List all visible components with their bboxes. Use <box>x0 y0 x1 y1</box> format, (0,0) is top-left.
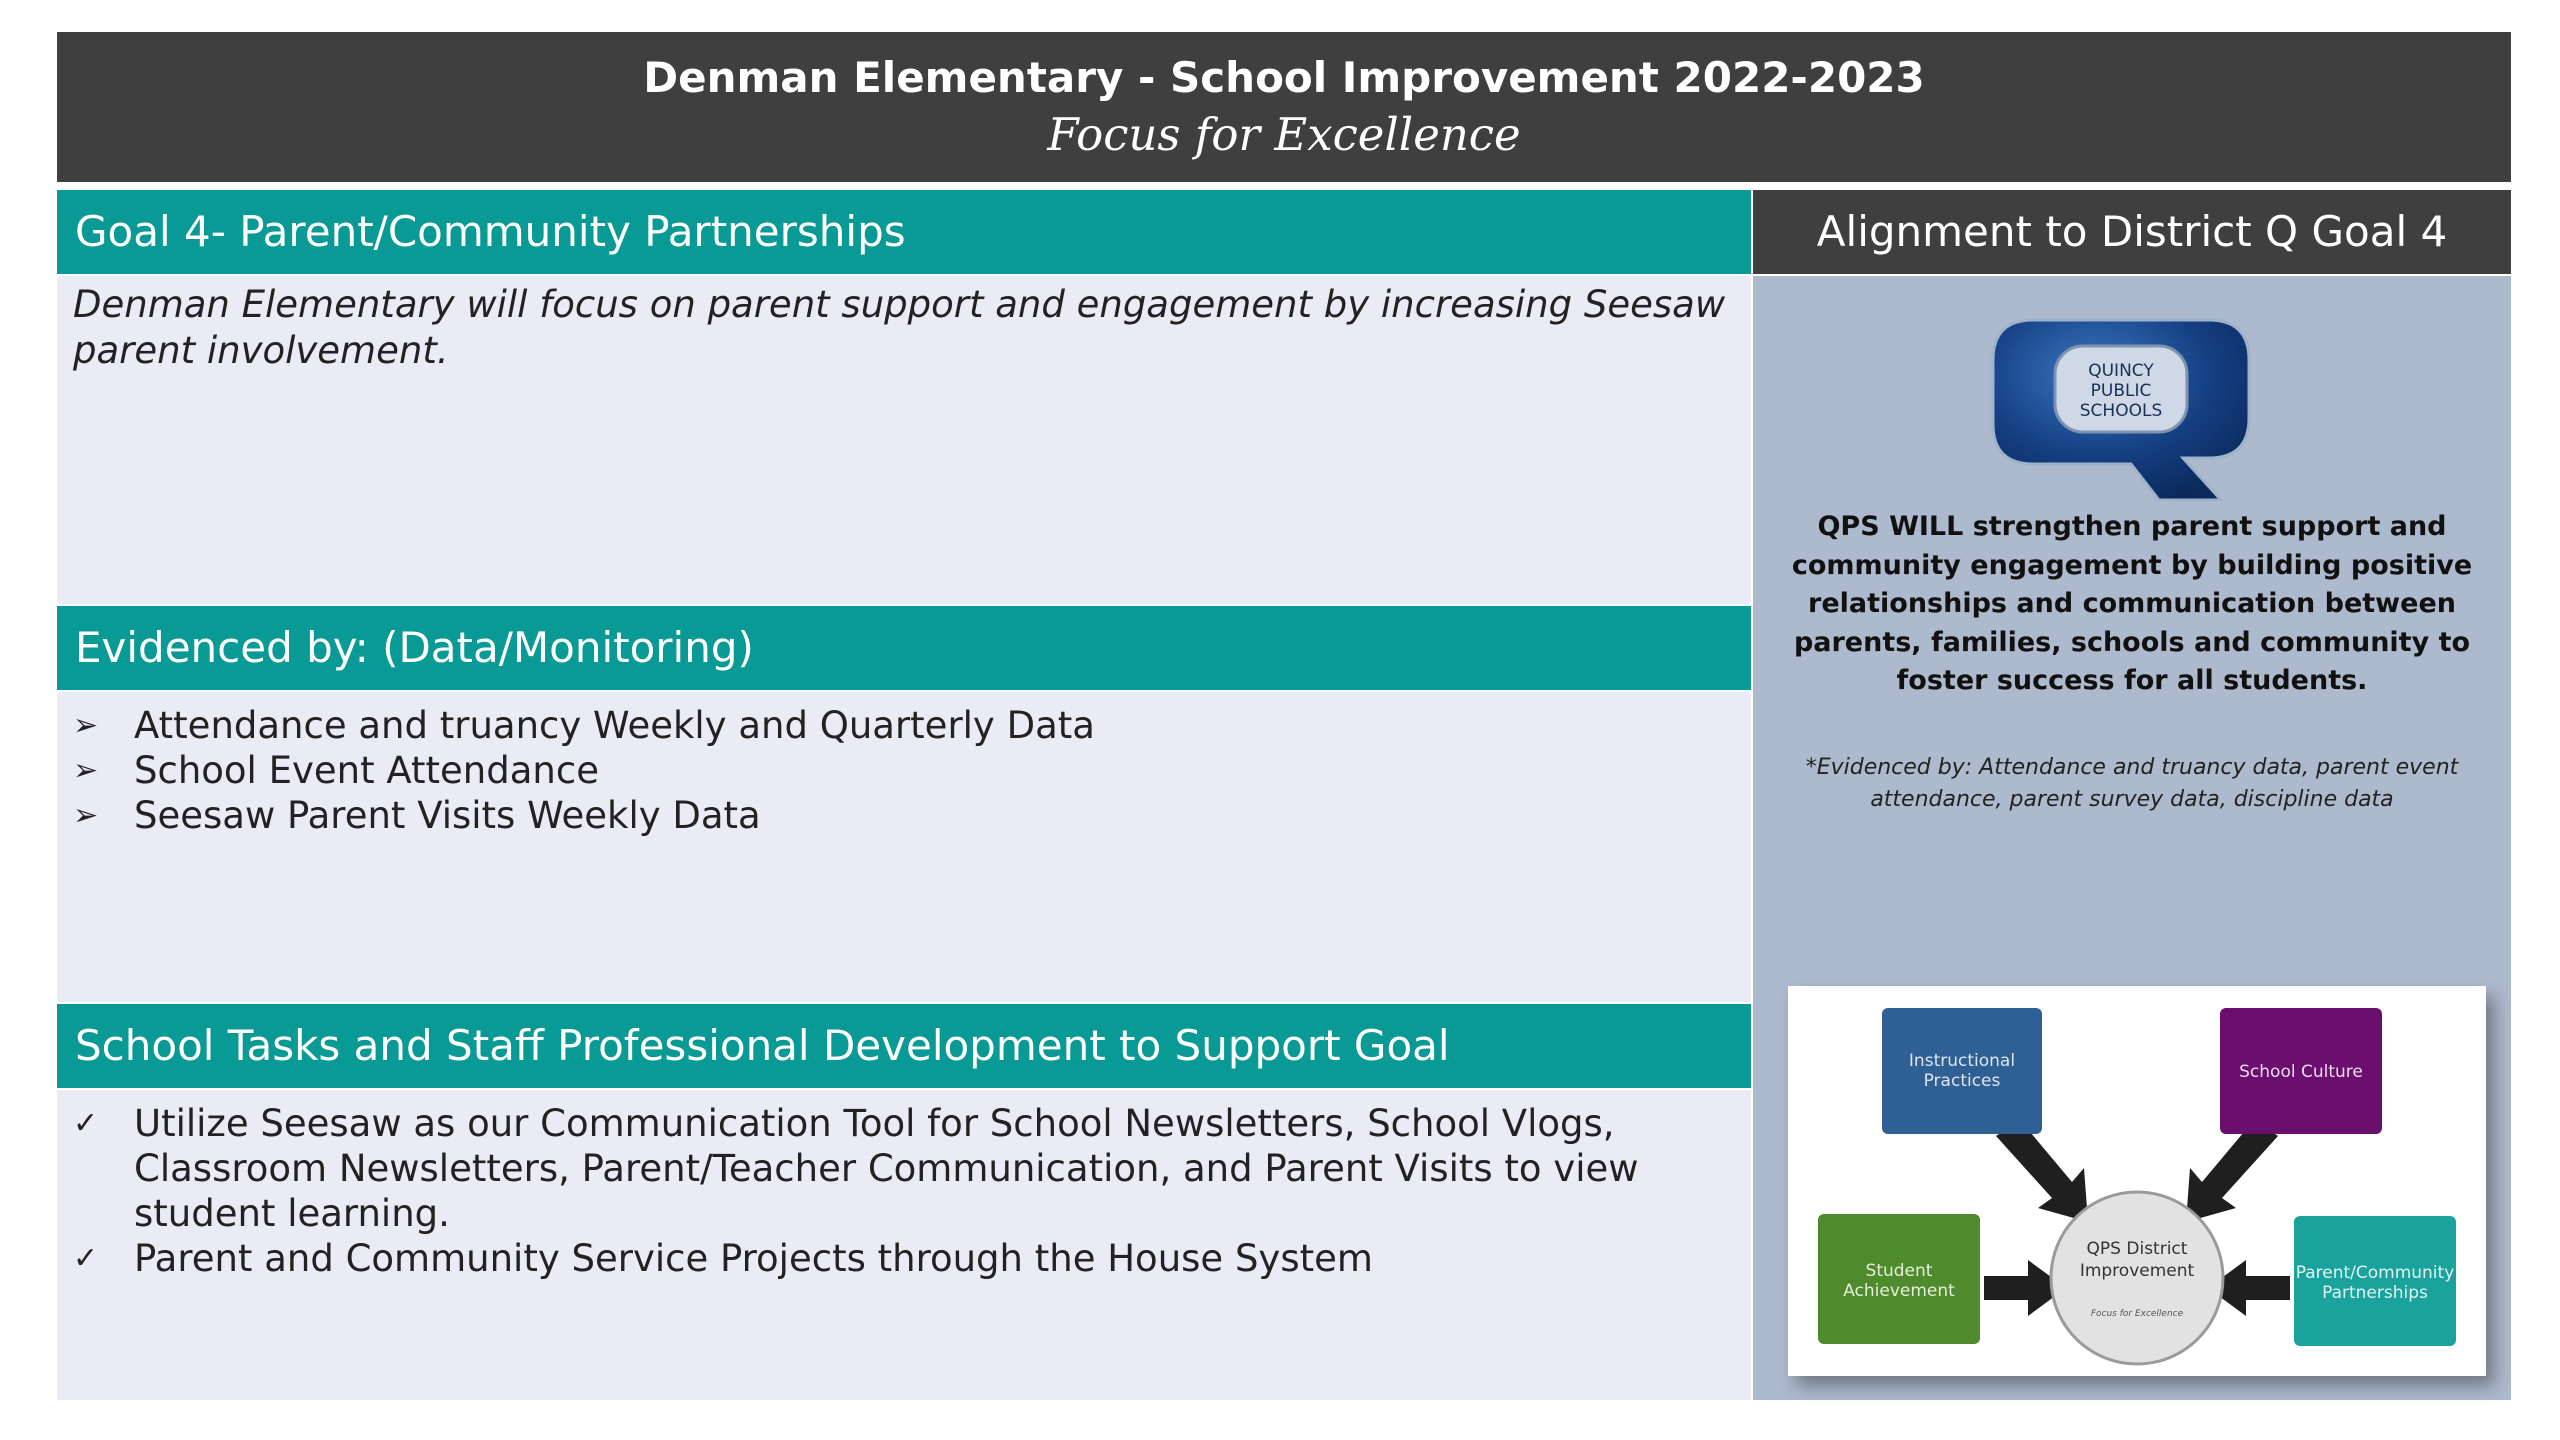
goal-description: Denman Elementary will focus on parent support and engagement by increasing Seesaw parent involvement. <box>73 283 1726 372</box>
district-improvement-diagram <box>1788 986 2486 1376</box>
page-title: Denman Elementary - School Improvement 2022-2023 <box>643 53 1925 102</box>
evidence-item: Attendance and truancy Weekly and Quarterly Data <box>134 704 1095 747</box>
arrow-bullet-icon: ➢ <box>73 798 99 833</box>
diagram-box-school-culture <box>2220 1008 2382 1134</box>
checkmark-icon: ✓ <box>73 1106 99 1141</box>
svg-text:Student: Student <box>1865 1261 1933 1281</box>
svg-text:QPS District: QPS District <box>2086 1239 2188 1259</box>
svg-text:Improvement: Improvement <box>2079 1261 2195 1281</box>
checkmark-icon: ✓ <box>73 1241 99 1276</box>
svg-text:School Culture: School Culture <box>2239 1062 2363 1082</box>
alignment-heading: Alignment to District Q Goal 4 <box>1753 190 2511 274</box>
evidence-item: Seesaw Parent Visits Weekly Data <box>134 794 761 837</box>
arrow-bullet-icon: ➢ <box>73 708 99 743</box>
task-item: Utilize Seesaw as our Communication Tool for School Newsletters, School Vlogs, Classroom Newsletters, Parent/Teacher Communication, and Parent Visits to view student learning. <box>134 1102 1639 1235</box>
evidence-item: School Event Attendance <box>134 749 599 792</box>
svg-text:Parent/Community: Parent/Community <box>2295 1263 2455 1283</box>
diagram-center-circle <box>2051 1192 2223 1364</box>
page-subtitle: Focus for Excellence <box>1047 108 1521 161</box>
diagram-box-parent-community <box>2294 1216 2456 1346</box>
tasks-list <box>73 1101 1733 1281</box>
list-item <box>73 1101 1733 1236</box>
logo-line-1: QUINCY <box>2088 361 2154 381</box>
svg-text:Focus for Excellence: Focus for Excellence <box>2090 1309 2184 1319</box>
quincy-q-logo-icon <box>1983 300 2259 506</box>
logo-line-3: SCHOOLS <box>2079 401 2163 421</box>
diagram-box-student-achievement <box>1818 1214 1980 1344</box>
svg-text:Achievement: Achievement <box>1843 1281 1955 1301</box>
task-item: Parent and Community Service Projects through the House System <box>134 1237 1373 1280</box>
logo-line-2: PUBLIC <box>2090 381 2152 401</box>
page-header <box>57 32 2511 182</box>
svg-text:Practices: Practices <box>1923 1071 2001 1091</box>
list-item <box>73 703 1733 748</box>
svg-text:Partnerships: Partnerships <box>2322 1283 2428 1303</box>
list-item <box>73 1236 1733 1281</box>
goal-heading: Goal 4- Parent/Community Partnerships <box>57 190 1751 274</box>
district-evidence-note: *Evidenced by: Attendance and truancy data, parent event attendance, parent survey data, discipline data <box>1805 755 2459 812</box>
evidence-list <box>73 703 1733 838</box>
evidence-heading: Evidenced by: (Data/Monitoring) <box>57 606 1751 690</box>
svg-text:Instructional: Instructional <box>1908 1051 2016 1071</box>
arrow-bullet-icon: ➢ <box>73 753 99 788</box>
diagram-box-instructional-practices <box>1882 1008 2042 1134</box>
list-item <box>73 793 1733 838</box>
list-item <box>73 748 1733 793</box>
district-goal-statement: QPS WILL strengthen parent support and community engagement by building positive relationships and communication between parents, families, schools and community to foster success for all students. <box>1791 511 2473 696</box>
tasks-heading: School Tasks and Staff Professional Development to Support Goal <box>57 1004 1751 1088</box>
